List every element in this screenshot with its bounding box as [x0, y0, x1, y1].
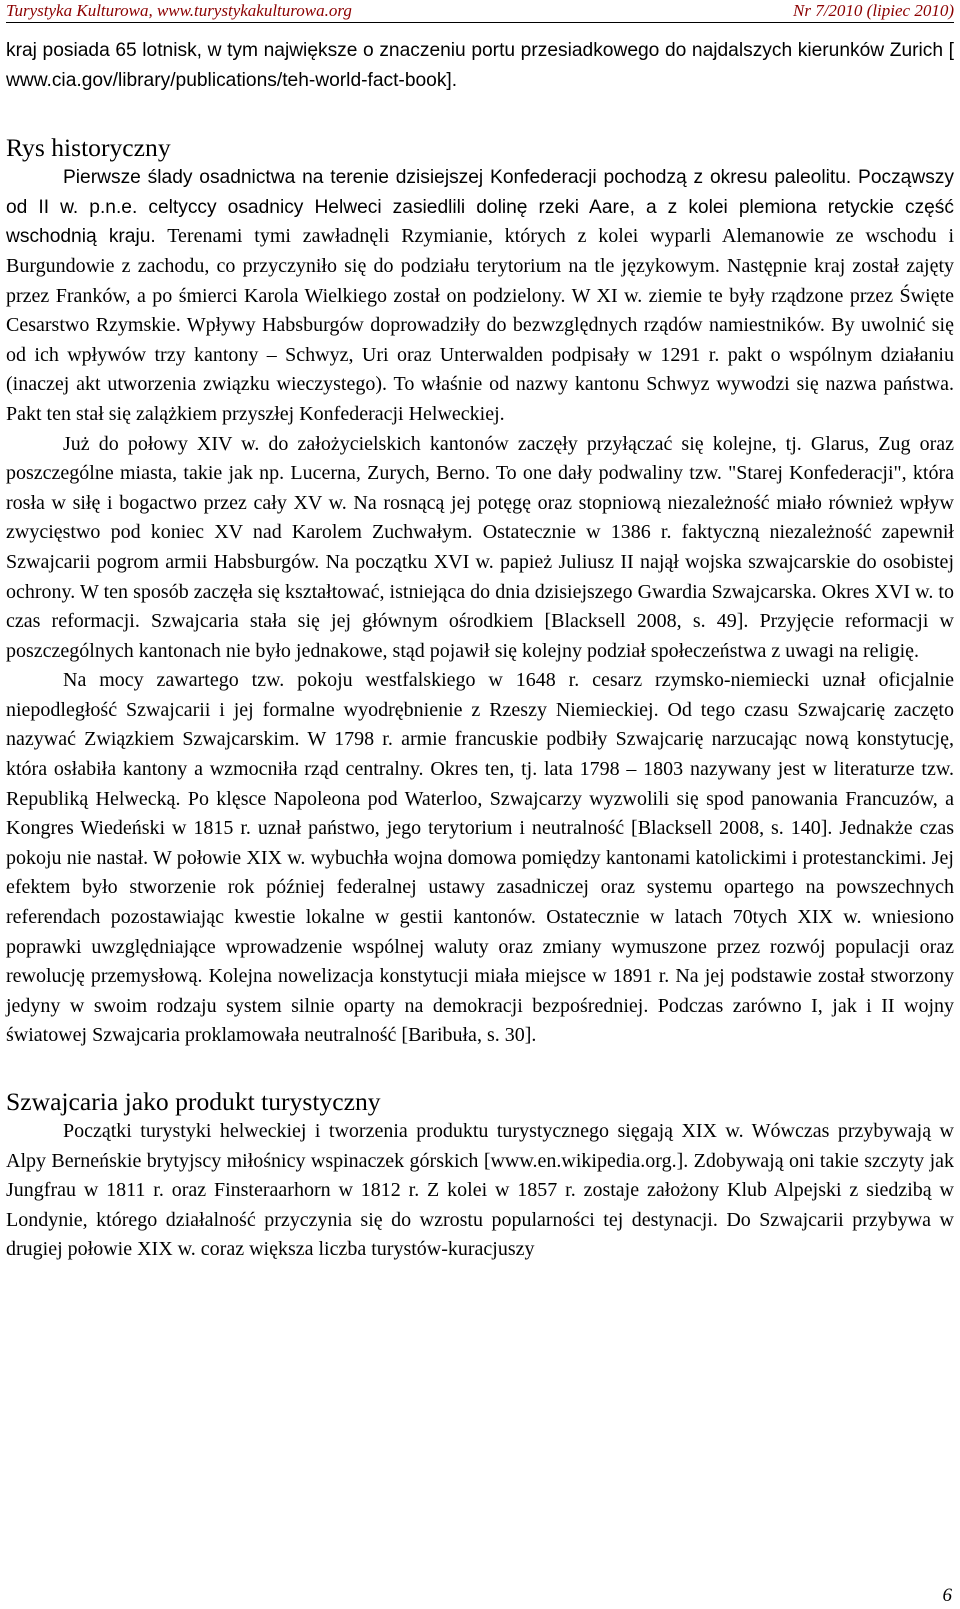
section-heading-history: Rys historyczny: [6, 133, 171, 163]
page-number: 6: [942, 1585, 952, 1606]
article-body: [6, 36, 954, 1265]
history-paragraph-3: Na mocy zawartego tzw. pokoju westfalskiego w 1648 r. cesarz rzymsko-niemiecki uznał oficjalnie niepodległość Szwajcarii i jej formalne wyodrębnienie z Rzeszy Niemieckiej. Od tego czasu Szwajcarię zaczęto nazywać Związkiem Szwajcarskim. W 1798 r. armie francuskie podbiły Szwajcarię narzucając nową konstytucję, która osłabiła kantony a wzmocniła rząd centralny. Okres ten, tj. lata 1798 – 1803 nazywany jest w literaturze tzw. Republiką Helwecką. Po klęsce Napoleona pod Waterloo, Szwajcarzy wyzwolili się spod panowania Francuzów, a Kongres Wiedeński w 1815 r. uznał państwo, jego terytorium i neutralność [Blacksell 2008, s. 140]. Jednakże czas pokoju nie nastał. W połowie XIX w. wybuchła wojna domowa pomiędzy kantonami katolickimi i protestanckimi. Jej efektem było stworzenie rok później federalnej ustawy zasadniczej oraz systemu opartego na powszechnych referendach pozostawiając kwestie lokalne w gestii kantonów. Ostatecznie w latach 70tych XIX w. wniesiono poprawki uwzględniające wprowadzenie wspólnej waluty oraz zmiany wymuszone przez rozwój populacji oraz rewolucję przemysłową. Kolejna nowelizacja konstytucji miała miejsce w 1891 r. Na jej podstawie został stworzony jedyny w swoim rodzaju system silnie oparty na demokracji bezpośredniej. Podczas zarówno I, jak i II wojny światowej Szwajcaria proklamowała neutralność [Baribuła, s. 30].: [6, 669, 954, 1047]
journal-title: Turystyka Kulturowa, www.turystykakulturowa.org: [6, 1, 352, 20]
history-paragraph-1-serif: Terenami tymi zawładnęli Rzymianie, których z kolei wyparli Alemanowie ze wschodu i Burgundowie z zachodu, co przyczyniło się do podziału terytorium na tle językowym. Następnie kraj został zajęty przez Franków, a po śmierci Karola Wielkiego został on podzielony. W XI w. ziemie te były rządzone przez Święte Cesarstwo Rzymskie. Wpływy Habsburgów doprowadziły do bezwzględnych rządów namiestników. By uwolnić się od ich wpływów trzy kantony – Schwyz, Uri oraz Unterwalden podpisały w 1291 r. pakt o wspólnym działaniu (inaczej akt utworzenia związku wieczystego). To właśnie od nazwy kantonu Schwyz wywodzi się nazwa państwa. Pakt ten stał się zalążkiem przyszłej Konfederacji Helweckiej.: [6, 225, 954, 425]
intro-paragraph: kraj posiada 65 lotnisk, w tym największe o znaczeniu portu przesiadkowego do najdalszych kierunków Zurich [ www.cia.gov/library/publications/teh-world-fact-book].: [6, 40, 954, 91]
history-paragraph-1: [6, 163, 954, 429]
issue-info: Nr 7/2010 (lipiec 2010): [792, 1, 954, 20]
running-header: [6, 0, 954, 23]
history-paragraph-2: Już do połowy XIV w. do założycielskich kantonów zaczęły przyłączać się kolejne, tj. Glarus, Zug oraz poszczególne miasta, takie jak np. Lucerna, Zurych, Berno. To one dały podwaliny tzw. "Starej Konfederacji", która rosła w siłę i bogactwo przez cały XV w. Na rosnącą jej potęgę oraz stopniową niezależność miało również wpływ zwycięstwo pod koniec XV nad Karolem Zuchwałym. Ostatecznie w 1386 r. faktyczną niezależność zapewnił Szwajcarii pogrom armii Habsburgów. Na początku XVI w. papież Juliusz II najął wojska szwajcarskie do osobistej ochrony. W ten sposób zaczęła się kształtować, istniejąca do dnia dzisiejszego Gwardia Szwajcarska. Okres XVI w. to czas reformacji. Szwajcaria stała się jej głównym ośrodkiem [Blacksell 2008, s. 49]. Przyjęcie reformacji w poszczególnych kantonach nie było jednakowe, stąd pojawił się kolejny podział społeczeństwa z uwagi na religię.: [6, 432, 954, 662]
section-heading-tourism: Szwajcaria jako produkt turystyczny: [6, 1087, 381, 1116]
tourism-paragraph-1: Początki turystyki helweckiej i tworzenia produktu turystycznego sięgają XIX w. Wówczas przybywają w Alpy Berneńskie brytyjscy miłośnicy wspinaczek górskich [www.en.wikipedia.org.]. Zdobywają oni takie szczyty jak Jungfrau w 1811 r. oraz Finsteraarhorn w 1812 r. Z kolei w 1857 r. zostaje założony Klub Alpejski z siedzibą w Londynie, którego działalność przyczynia się do wzrostu popularności tej destynacji. Do Szwajcarii przybywa w drugiej połowie XIX w. coraz większa liczba turystów-kuracjuszy: [6, 1120, 954, 1261]
history-paragraph-1-sans: Pierwsze ślady osadnictwa na terenie dzisiejszej Konfederacji pochodzą z okresu paleolitu. Począwszy od II w. p.n.e. celtyccy osadnicy Helweci zasiedlili dolinę rzeki Aare, a z kolei plemiona retyckie część wschodnią kraju.: [6, 167, 954, 248]
